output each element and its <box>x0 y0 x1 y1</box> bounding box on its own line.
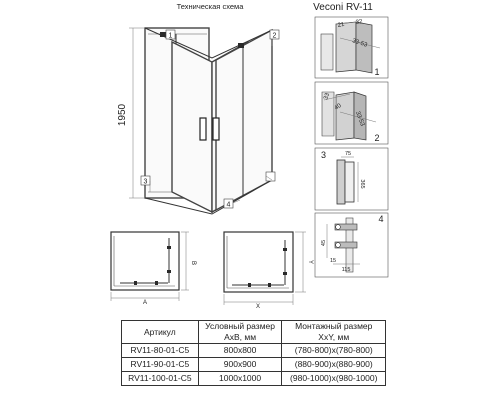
detail-3-number: 3 <box>321 150 327 160</box>
table-row <box>122 358 386 372</box>
roller-top-right <box>238 43 244 48</box>
detail-2-profile <box>333 92 354 140</box>
detail-1-dim-c: 33-53 <box>351 38 368 49</box>
detail-3 <box>315 148 388 210</box>
header-mounting-size-text: Монтажный размер XxY, мм <box>295 321 373 342</box>
table-row <box>122 372 386 386</box>
callout-4: 4 <box>226 201 231 209</box>
callout-1: 1 <box>168 32 173 40</box>
detail-2-dim-a: 33 <box>323 92 332 101</box>
cell-nominal-size: 1000x1000 <box>198 372 282 386</box>
detail-1 <box>315 17 388 78</box>
detail-2-number: 2 <box>374 133 380 143</box>
header-nominal-size <box>198 321 282 344</box>
header-article: Артикул <box>122 321 199 344</box>
header-mounting-size <box>282 321 386 344</box>
detail-1-number: 1 <box>374 67 380 77</box>
detail-1-dim-b: 32 <box>355 19 363 26</box>
table-row <box>122 344 386 358</box>
callout-3: 3 <box>143 178 148 186</box>
roller-top-left <box>160 32 166 37</box>
detail-4 <box>315 213 388 277</box>
detail-4-dim-b: 15 <box>330 258 337 264</box>
diagram-title: Техническая схема <box>176 2 244 11</box>
detail-1-dim-a: 21 <box>337 21 345 29</box>
plan-ab-label-b: B <box>190 260 196 266</box>
door-handle-left <box>200 118 206 140</box>
door-handle-right <box>213 118 219 140</box>
detail-4-dim-c: 115 <box>341 267 351 273</box>
cell-mounting-size: (980-1000)x(980-1000) <box>282 372 386 386</box>
detail-2 <box>315 82 388 144</box>
plan-xy-label-x: X <box>255 304 261 310</box>
detail-2-dim-b: 40 <box>333 102 343 112</box>
cell-article: RV11-90-01-C5 <box>122 358 199 372</box>
header-nominal-size-text: Условный размер AxB, мм <box>205 321 275 342</box>
detail-3-handle <box>337 160 345 204</box>
detail-2-dim-c: 33-53 <box>354 110 366 128</box>
cell-mounting-size: (880-900)x(880-900) <box>282 358 386 372</box>
front-view <box>117 28 279 214</box>
cell-article: RV11-100-01-C5 <box>122 372 199 386</box>
callout-2: 2 <box>272 32 277 40</box>
plan-xy-label-y: Y <box>307 259 313 265</box>
cell-nominal-size: 800x800 <box>198 344 282 358</box>
detail-4-dim-a: 45 <box>321 239 327 247</box>
spec-table <box>121 320 386 386</box>
cell-mounting-size: (780-800)x(780-800) <box>282 344 386 358</box>
height-label: 1950 <box>117 103 128 127</box>
plan-view-xy <box>224 232 313 310</box>
table-header-row <box>122 321 386 344</box>
cell-nominal-size: 900x900 <box>198 358 282 372</box>
detail-3-dim-b: 365 <box>359 179 365 189</box>
detail-4-number: 4 <box>378 214 384 224</box>
plan-ab-label-a: A <box>142 300 148 306</box>
detail-3-dim-a: 75 <box>344 151 352 157</box>
detail-1-profile <box>336 22 356 72</box>
right-panel <box>216 30 272 210</box>
plan-xy-outline <box>224 232 293 292</box>
cell-article: RV11-80-01-C5 <box>122 344 199 358</box>
plan-view-ab <box>111 232 196 306</box>
model-name: Veconi RV-11 <box>313 2 373 13</box>
